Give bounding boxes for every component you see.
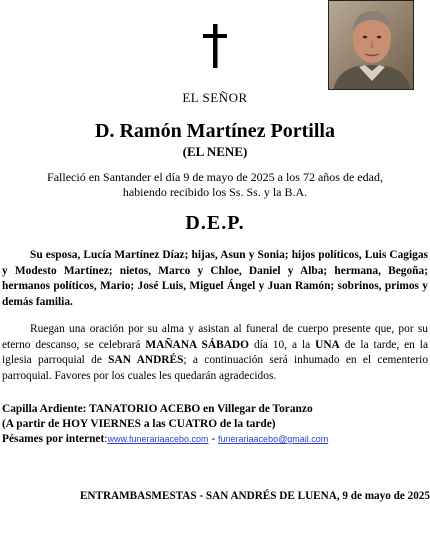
prayer-text-2: día 10, a la [249,338,316,351]
chapel-line: Capilla Ardiente: TANATORIO ACEBO en Villegar de Toranzo [2,403,313,415]
prayer-text-4: ; a continuación será inhumado en el cementerio parroquial. Favores por los cuales les quedarán agradecidos. [2,354,429,382]
deceased-nickname: (EL NENE) [182,144,248,159]
condolences-line [2,432,430,447]
dep-heading: D.E.P. [185,212,245,234]
condolences-sep: : [104,433,108,445]
death-line-2: habiendo recibido los Ss. Ss. y la B.A. [122,185,308,199]
prayer-text-3: de la tarde, en la iglesia parroquial de [2,338,429,366]
footer-place-date: ENTRAMBASMESTAS - SAN ANDRÉS DE LUENA, 9 de mayo de 2025 [79,490,430,502]
church-name: SAN ANDRÉS [108,354,184,366]
chapel-hours: (A partir de HOY VIERNES a las CUATRO de la tarde) [2,418,276,430]
link-separator: - [208,433,219,445]
cross-icon [203,24,227,68]
salutation: EL SEÑOR [182,90,248,105]
prayer-text-1: Ruegan una oración por su alma y asistan al funeral de cuerpo presente que, por su eterno descanso, se celebrará [2,323,428,351]
prayer-paragraph [2,322,428,384]
email-link[interactable]: funerariaacebo@gmail.com [218,434,329,444]
family-paragraph: Su esposa, Lucía Martínez Díaz; hijas, Asun y Sonia; hijos políticos, Luis Cagigas y Modesto Martínez; nietos, Marco y Chloe, Daniel y Alba; hermana, Begoña; hermanos políticos, Mario; José Luis, Miguel Ángel y Juan Ramón; sobrinos, primos y demás familia. [2,249,428,308]
condolences-label: Pésames por internet [2,433,105,445]
website-link[interactable]: www.funerariaacebo.com [107,434,209,444]
death-line-1: Falleció en Santander el día 9 de mayo de 2025 a los 72 años de edad, [47,170,383,184]
portrait-photo [328,0,414,90]
deceased-name: D. Ramón Martínez Portilla [95,120,335,142]
death-notice [0,170,430,200]
funeral-day: MAÑANA SÁBADO [145,338,250,351]
funeral-hour: UNA [315,338,340,351]
